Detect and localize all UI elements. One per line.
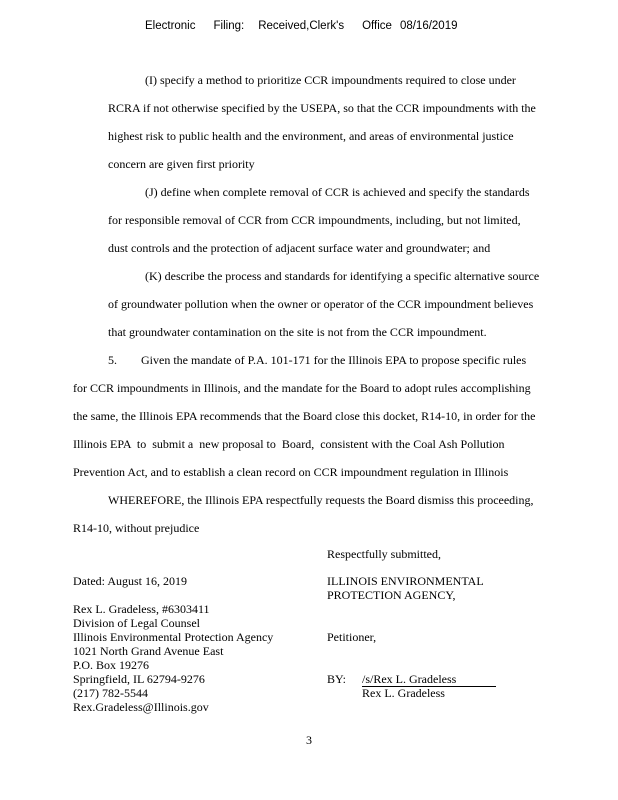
- agency-full: Illinois Environmental Protection Agency: [73, 630, 274, 644]
- body-line: for responsible removal of CCR from CCR impoundments, including, but not limited,: [108, 213, 521, 227]
- body-line: dust controls and the protection of adjacent surface water and groundwater; and: [108, 241, 491, 255]
- body-line: 5. Given the mandate of P.A. 101-171 for the Illinois EPA to propose specific rules: [108, 353, 527, 367]
- date-line: Dated: August 16, 2019: [73, 574, 187, 588]
- header-word: Electronic: [145, 20, 196, 32]
- body-line: WHEREFORE, the Illinois EPA respectfully requests the Board dismiss this proceeding,: [108, 493, 534, 507]
- header-word: Received,Clerk's: [258, 20, 345, 32]
- body-line: for CCR impoundments in Illinois, and the mandate for the Board to adopt rules accomplishing: [73, 381, 531, 395]
- respectfully-submitted: Respectfully submitted,: [327, 547, 441, 561]
- body-line: concern are given first priority: [108, 157, 255, 171]
- body-line: highest risk to public health and the environment, and areas of environmental justice: [108, 129, 514, 143]
- body-line: RCRA if not otherwise specified by the USEPA, so that the CCR impoundments with the: [108, 101, 536, 115]
- division: Division of Legal Counsel: [73, 616, 200, 630]
- agency-name: PROTECTION AGENCY,: [327, 588, 456, 602]
- body-line: the same, the Illinois EPA recommends that the Board close this docket, R14-10, in order for the: [73, 409, 536, 423]
- address: 1021 North Grand Avenue East: [73, 644, 224, 658]
- agency-name: ILLINOIS ENVIRONMENTAL: [327, 574, 484, 588]
- filing-header: [145, 20, 458, 32]
- body-line: of groundwater pollution when the owner or operator of the CCR impoundment believes: [108, 297, 534, 311]
- body-line: R14-10, without prejudice: [73, 521, 200, 535]
- body-line: that groundwater contamination on the site is not from the CCR impoundment.: [108, 325, 487, 339]
- header-word: Filing:: [213, 20, 245, 32]
- body-line: (K) describe the process and standards for identifying a specific alternative source: [145, 269, 540, 283]
- email: Rex.Gradeless@Illinois.gov: [73, 700, 209, 714]
- header-date: 08/16/2019: [399, 20, 458, 32]
- city: Springfield, IL 62794-9276: [73, 672, 205, 686]
- po-box: P.O. Box 19276: [73, 658, 150, 672]
- petitioner: Petitioner,: [327, 630, 377, 644]
- body-line: (J) define when complete removal of CCR is achieved and specify the standards: [145, 185, 530, 199]
- by-label: BY:: [327, 672, 346, 686]
- printed-name: Rex L. Gradeless: [362, 686, 445, 700]
- body-line: Prevention Act, and to establish a clean record on CCR impoundment regulation in Illinois: [73, 465, 509, 479]
- body-line: (I) specify a method to prioritize CCR impoundments required to close under: [145, 73, 516, 87]
- header-word: Office: [362, 20, 392, 32]
- page-number: 3: [306, 733, 312, 747]
- body-line: Illinois EPA to submit a new proposal to Board, consistent with the Coal Ash Pollution: [73, 437, 505, 451]
- signature-line: /s/Rex L. Gradeless: [362, 672, 496, 687]
- attorney-name: Rex L. Gradeless, #6303411: [73, 602, 210, 616]
- phone: (217) 782-5544: [73, 686, 148, 700]
